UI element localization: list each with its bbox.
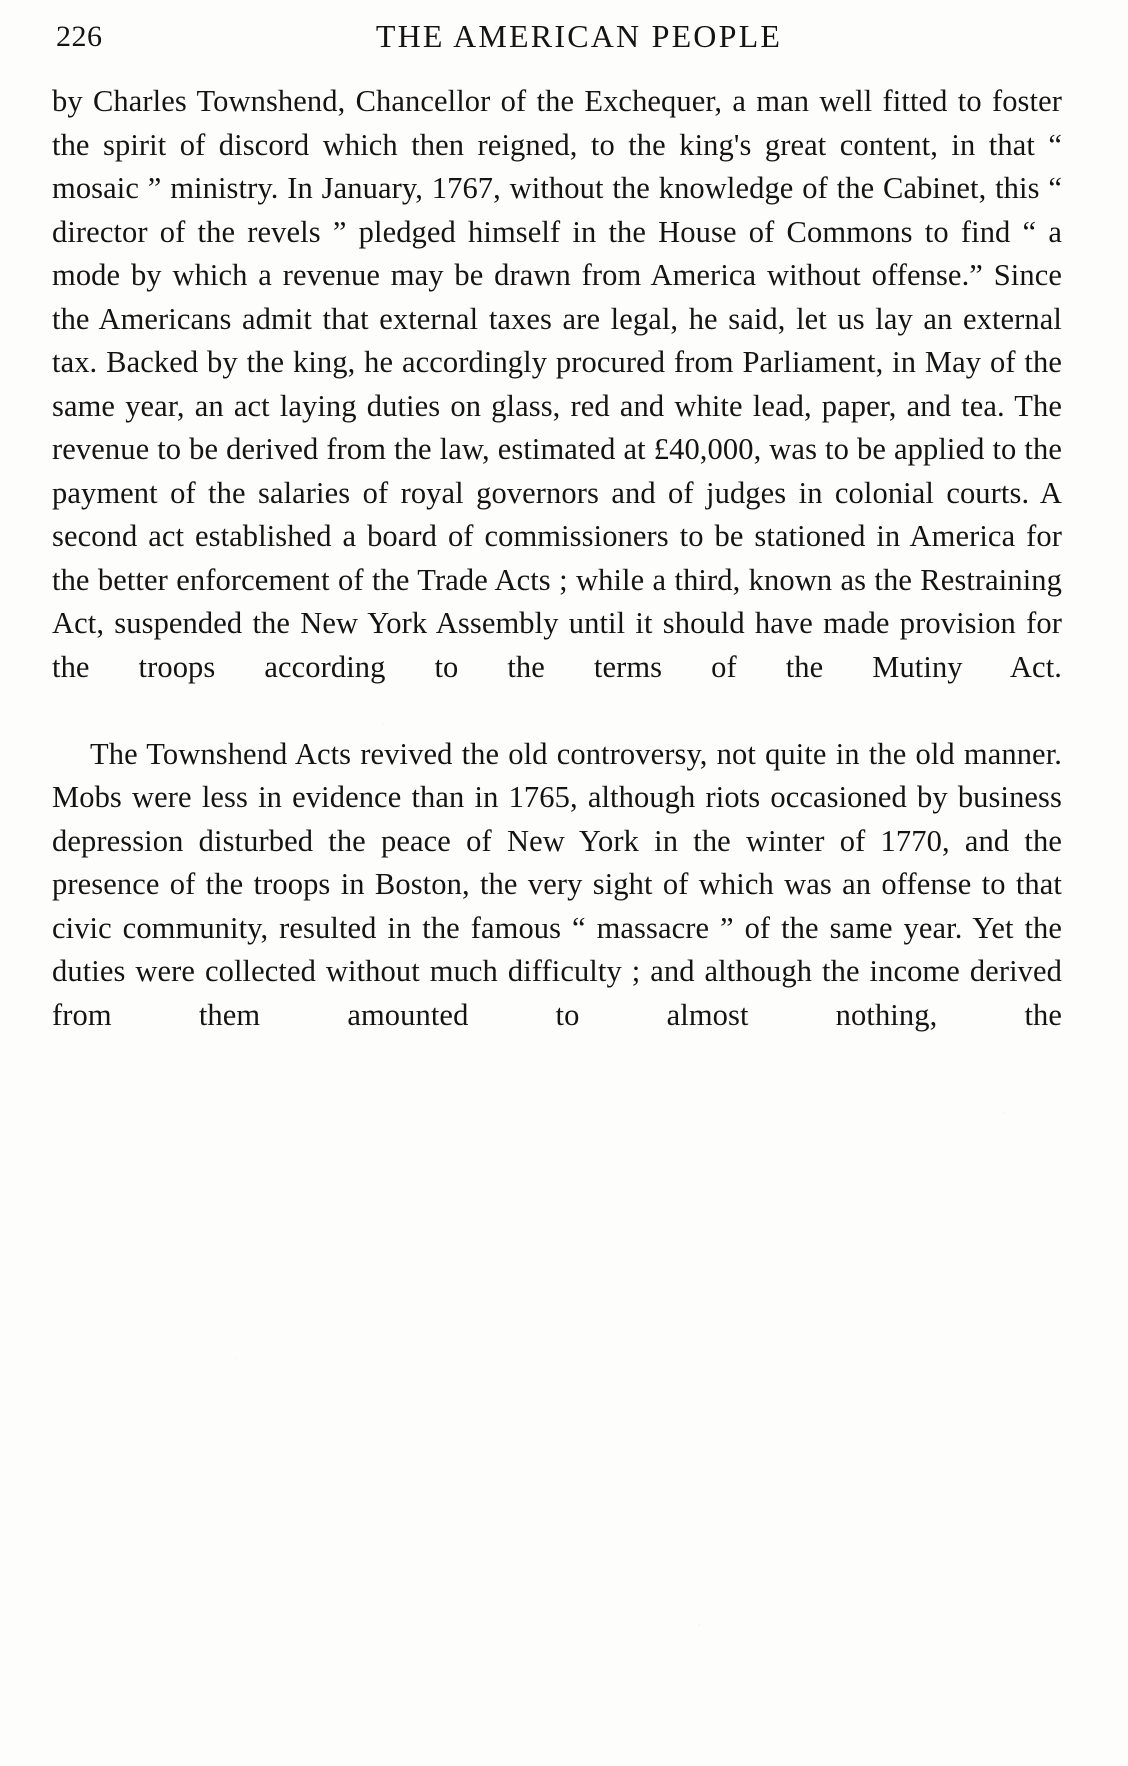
- paragraph-1: by Charles Townshend, Chancellor of the Exchequer, a man well fitted to foster the spirit of discord which then reigned, to the king's great content, in that “ mosaic ” ministry. In January, 1767, without the knowledge of the Cabinet, this “ director of the revels ” pledged himself in the House of Commons to find “ a mode by which a revenue may be drawn from America without offense.” Since the Americans admit that external taxes are legal, he said, let us lay an external tax. Backed by the king, he accordingly procured from Parliament, in May of the same year, an act laying duties on glass, red and white lead, paper, and tea. The revenue to be derived from the law, estimated at £40,000, was to be applied to the payment of the salaries of royal governors and of judges in colonial courts. A second act established a board of commissioners to be stationed in America for the better enforcement of the Trade Acts ; while a third, known as the Restraining Act, suspended the New York Assembly until it should have made provision for the troops according to the terms of the Mutiny Act.: [52, 84, 1062, 684]
- running-head: [52, 0, 1076, 74]
- body-text: [52, 80, 1062, 1081]
- paragraph-2: The Townshend Acts revived the old controversy, not quite in the old manner. Mobs were less in evidence than in 1765, although riots occasioned by business depression disturbed the peace of New York in the winter of 1770, and the presence of the troops in Boston, the very sight of which was an offense to that civic community, resulted in the famous “ massacre ” of the same year. Yet the duties were collected without much difficulty ; and although the income derived from them amounted to almost nothing, the: [52, 736, 1062, 1032]
- page-content: [52, 0, 1076, 1766]
- book-title: THE AMERICAN PEOPLE: [375, 18, 783, 54]
- page-number: 226: [56, 20, 103, 53]
